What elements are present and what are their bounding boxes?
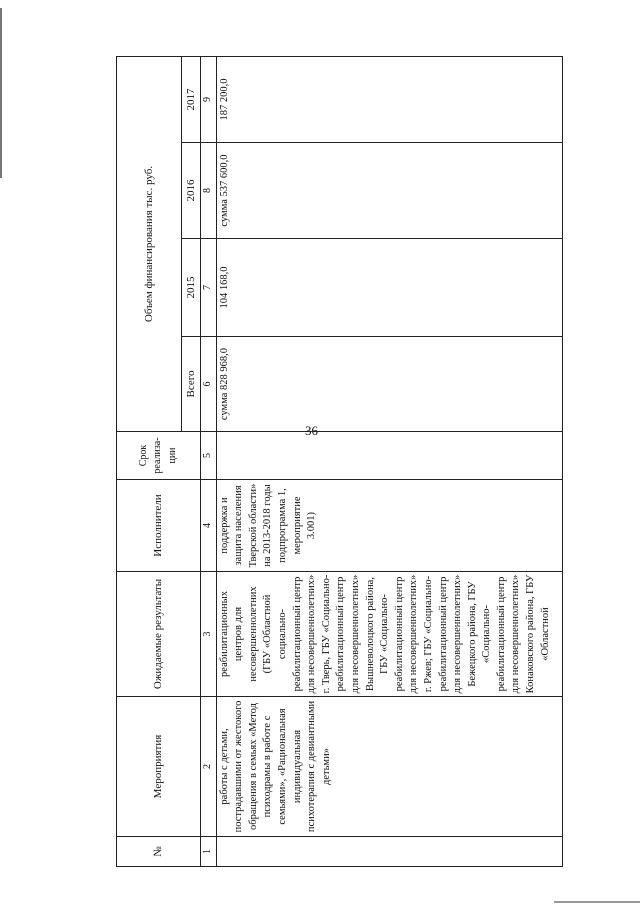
funding-2016-cell: сумма 537 600,0 [216,143,562,239]
results-cell: реабилитационных центров для несовершеннолетних (ГБУ «Областной социально-реабилитационный центр для несовершеннолетних» г. Тверь, ГБУ «Социально-реабилитационный центр для несовершеннолетних» Вышневолоцкого района, ГБУ «Социально-реабилитационный центр для несовершеннолетних» г. Ржев; ГБУ «Социально-реабилитационный центр для несовершеннолетних» Бежецкого района, ГБУ «Социально-реабилитационный центр для несовершеннолетних» Конаковского района, ГБУ «Областной [216,572,562,697]
header-no: № [117,837,201,867]
funding-2017-cell: 187 200,0 [216,56,562,142]
column-number: 4 [201,480,217,572]
header-row-top [117,56,182,866]
term-cell [216,432,562,480]
activity-cell: работы с детьми, пострадавшими от жестокого обращения в семьях «Метод психодрамы в работе с семьями», «Рациональная индивидуальная психотерапия с девиантными детьми» [216,697,562,837]
header-results: Ожидаемые результаты [117,572,201,697]
column-number: 9 [201,56,217,142]
header-term: Срок реализа- ции [117,432,201,480]
funding-2015-cell: 104 168,0 [216,239,562,337]
page-number: 36 [305,423,318,438]
column-number: 8 [201,143,217,239]
total-cell: сумма 828 968,0 [216,337,562,432]
column-number: 2 [201,697,217,837]
header-2017: 2017 [182,56,201,142]
executors-cell: поддержка и защита населения Тверской области» на 2013-2018 годы подпрограмма 1, мероприятие 3.001) [216,480,562,572]
table-row [216,56,562,866]
header-total: Всего [182,337,201,432]
header-activities: Мероприятия [117,697,201,837]
column-number: 1 [201,837,217,867]
column-number: 5 [201,432,217,480]
column-number: 6 [201,337,217,432]
funding-table [116,56,563,867]
rotated-table-frame [116,57,563,867]
header-2016: 2016 [182,143,201,239]
corner-mark [554,901,640,903]
header-executors: Исполнители [117,480,201,572]
left-edge-mark [0,8,2,178]
header-funding: Объем финансирования тыс. руб. [117,56,182,431]
column-number: 3 [201,572,217,697]
column-number-row [201,56,217,866]
column-number: 7 [201,239,217,337]
row-no [216,837,562,867]
header-2015: 2015 [182,239,201,337]
